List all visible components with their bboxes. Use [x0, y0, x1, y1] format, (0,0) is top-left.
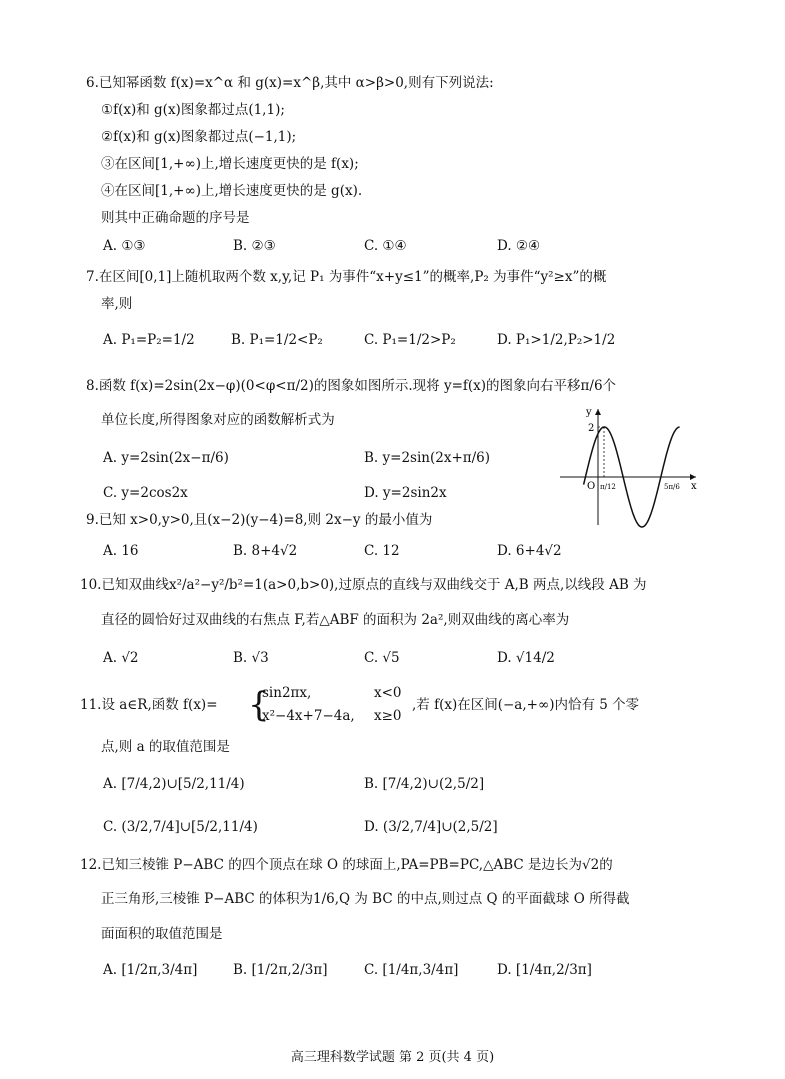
q8-option-a: A. y=2sin(2x−π/6): [103, 450, 229, 466]
graph-x-tick-2: 5π/6: [664, 483, 680, 491]
q11-option-c: C. (3/2,7/4]∪[5/2,11/4): [103, 819, 258, 835]
graph-x-tick-1: π/12: [600, 483, 616, 491]
q6-ask: 则其中正确命题的序号是: [101, 210, 250, 226]
q8-stem-1: 8.函数 f(x)=2sin(2x−φ)(0<φ<π/2)的图象如图所示.现将 y=f(x)的图象向右平移π/6个: [86, 378, 617, 394]
q8-option-b: B. y=2sin(2x+π/6): [364, 450, 491, 466]
page-footer: 高三理科数学试题 第 2 页(共 4 页): [290, 1050, 495, 1065]
q6-option-c: C. ①④: [364, 238, 407, 254]
q6-statement-1: ①f(x)和 g(x)图象都过点(1,1);: [101, 102, 285, 118]
q7-option-a: A. P₁=P₂=1/2: [103, 332, 195, 348]
q8-stem-2: 单位长度,所得图象对应的函数解析式为: [101, 412, 335, 428]
q11-option-a: A. [7/4,2)∪[5/2,11/4): [103, 776, 245, 792]
q6-option-d: D. ②④: [497, 238, 541, 254]
graph-x-label: x: [691, 481, 697, 492]
q6-option-b: B. ②③: [233, 238, 276, 254]
graph-y-label: y: [586, 407, 592, 418]
q10-stem-2: 直径的圆恰好过双曲线的右焦点 F,若△ABF 的面积为 2a²,则双曲线的离心率为: [101, 612, 570, 628]
q9-option-d: D. 6+4√2: [497, 543, 562, 559]
q7-stem-2: 率,则: [101, 296, 133, 312]
q12-option-c: C. [1/4π,3/4π]: [364, 962, 459, 978]
q7-option-c: C. P₁=1/2>P₂: [364, 332, 456, 348]
q9-stem: 9.已知 x>0,y>0,且(x−2)(y−4)=8,则 2x−y 的最小值为: [86, 512, 433, 528]
q11-stem-pre: 11.设 a∈R,函数 f(x)=: [80, 697, 218, 713]
q10-option-d: D. √14/2: [497, 650, 555, 666]
q12-option-d: D. [1/4π,2/3π]: [497, 962, 592, 978]
q11-stem-post: ,若 f(x)在区间(−a,+∞)内恰有 5 个零: [412, 697, 640, 713]
q10-option-b: B. √3: [233, 650, 269, 666]
q9-option-c: C. 12: [364, 543, 400, 559]
q9-option-a: A. 16: [103, 543, 139, 559]
q6-option-a: A. ①③: [103, 238, 146, 254]
q11-condition-2: x≥0: [374, 708, 402, 724]
q9-option-b: B. 8+4√2: [233, 543, 298, 559]
q11-option-d: D. (3/2,7/4]∪(2,5/2]: [364, 819, 498, 835]
graph-y-tick: 2: [588, 423, 595, 434]
q6-stem: 6.已知幂函数 f(x)=x^α 和 g(x)=x^β,其中 α>β>0,则有下列说法:: [86, 75, 494, 91]
q8-option-c: C. y=2cos2x: [103, 485, 188, 501]
q12-stem-1: 12.已知三棱锥 P−ABC 的四个顶点在球 O 的球面上,PA=PB=PC,△ABC 是边长为√2的: [80, 857, 613, 873]
q10-option-a: A. √2: [103, 650, 139, 666]
q8-option-d: D. y=2sin2x: [364, 485, 447, 501]
q11-piece-1: sin2πx,: [262, 685, 312, 701]
q6-statement-4: ④在区间[1,+∞)上,增长速度更快的是 g(x).: [101, 183, 363, 199]
q6-statement-2: ②f(x)和 g(x)图象都过点(−1,1);: [101, 129, 297, 145]
q12-option-a: A. [1/2π,3/4π]: [103, 962, 198, 978]
q11-brace: {: [248, 685, 270, 725]
q7-stem-1: 7.在区间[0,1]上随机取两个数 x,y,记 P₁ 为事件“x+y≤1”的概率,P₂ 为事件“y²≥x”的概: [86, 269, 607, 285]
q12-option-b: B. [1/2π,2/3π]: [233, 962, 328, 978]
q6-statement-3: ③在区间[1,+∞)上,增长速度更快的是 f(x);: [101, 156, 359, 172]
q7-option-b: B. P₁=1/2<P₂: [231, 332, 323, 348]
q12-stem-3: 面面积的取值范围是: [101, 926, 223, 942]
q10-option-c: C. √5: [364, 650, 400, 666]
q7-option-d: D. P₁>1/2,P₂>1/2: [497, 332, 616, 348]
q11-condition-1: x<0: [374, 685, 402, 701]
q11-piece-2: x²−4x+7−4a,: [262, 708, 355, 724]
sine-graph: [560, 405, 700, 530]
graph-origin-label: O: [587, 481, 596, 492]
q12-stem-2: 正三角形,三棱锥 P−ABC 的体积为1/6,Q 为 BC 的中点,则过点 Q 的平面截球 O 所得截: [101, 891, 630, 907]
q11-stem-2: 点,则 a 的取值范围是: [101, 739, 230, 755]
q11-option-b: B. [7/4,2)∪(2,5/2]: [364, 776, 485, 792]
q10-stem-1: 10.已知双曲线x²/a²−y²/b²=1(a>0,b>0),过原点的直线与双曲线交于 A,B 两点,以线段 AB 为: [80, 577, 647, 593]
